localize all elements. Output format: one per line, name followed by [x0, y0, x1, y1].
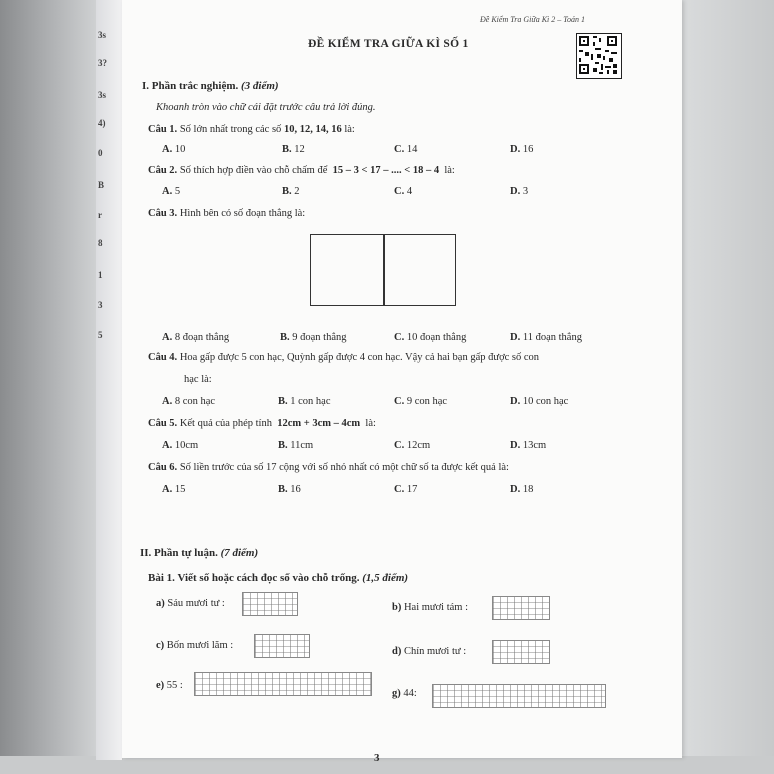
option-text: 15 — [174, 484, 186, 495]
left-page-mark: 3s — [98, 30, 107, 40]
option-text: 13cm — [522, 440, 547, 451]
option-letter: C. — [394, 440, 405, 451]
figure-middle-line — [383, 235, 385, 305]
item-letter: a) — [156, 598, 165, 609]
option-c[interactable] — [394, 396, 447, 407]
option-d[interactable] — [510, 332, 582, 343]
item-letter: g) — [392, 688, 401, 699]
option-text: 11 đoạn thẳng — [522, 332, 582, 343]
worksheet-page — [122, 0, 682, 764]
previous-page-edge — [96, 0, 123, 760]
option-d[interactable] — [510, 484, 533, 495]
part1-heading-text: I. Phần trắc nghiệm. — [142, 80, 239, 92]
page-title: ĐỀ KIỂM TRA GIỮA KÌ SỐ 1 — [308, 38, 469, 50]
option-letter: D. — [510, 332, 521, 343]
option-text: 8 con hạc — [174, 396, 216, 407]
option-a[interactable] — [162, 186, 180, 197]
bai-1-label: Bài 1. — [148, 572, 175, 584]
option-text: 10 — [174, 144, 186, 155]
question-text: Số thích hợp điền vào chỗ chấm để — [179, 165, 328, 176]
option-a[interactable] — [162, 332, 229, 343]
question-text: Số lớn nhất trong các số — [179, 124, 282, 135]
answer-grid-g[interactable] — [432, 684, 606, 708]
question-tail: là: — [344, 124, 355, 135]
option-letter: B. — [278, 484, 288, 495]
bai-1-heading — [148, 572, 408, 584]
left-page-mark: 5 — [98, 330, 103, 340]
option-letter: D. — [510, 144, 521, 155]
background-left — [0, 0, 96, 774]
option-letter: D. — [510, 484, 521, 495]
item-text: 55 : — [166, 680, 183, 691]
option-text: 9 con hạc — [406, 396, 448, 407]
option-letter: B. — [278, 396, 288, 407]
option-letter: B. — [282, 144, 292, 155]
page-number: 3 — [374, 752, 380, 764]
option-a[interactable] — [162, 144, 185, 155]
option-letter: A. — [162, 332, 173, 343]
option-text: 9 đoạn thẳng — [292, 332, 347, 343]
option-letter: C. — [394, 332, 405, 343]
answer-item-b — [392, 602, 468, 613]
option-letter: A. — [162, 484, 173, 495]
question-2 — [148, 165, 455, 176]
question-5 — [148, 418, 376, 429]
option-text: 18 — [522, 484, 534, 495]
part2-points: (7 điểm) — [220, 547, 259, 559]
question-label: Câu 4. — [148, 352, 178, 363]
option-letter: D. — [510, 186, 521, 197]
option-text: 16 — [290, 484, 301, 495]
question-tail: là: — [444, 165, 455, 176]
question-text: Hình bên có số đoạn thẳng là: — [179, 208, 306, 219]
question-label: Câu 6. — [148, 462, 178, 473]
option-letter: A. — [162, 186, 173, 197]
option-letter: C. — [394, 186, 405, 197]
answer-grid-a[interactable] — [242, 592, 298, 616]
option-a[interactable] — [162, 440, 198, 451]
left-page-mark: 3 — [98, 300, 103, 310]
answer-item-c — [156, 640, 233, 651]
answer-grid-e[interactable] — [194, 672, 372, 696]
item-letter: c) — [156, 640, 165, 651]
item-letter: d) — [392, 646, 402, 657]
question-3 — [148, 208, 305, 219]
left-page-mark: 4) — [98, 118, 106, 128]
part2-heading — [140, 547, 258, 559]
question-4-continued: hạc là: — [184, 374, 212, 385]
answer-grid-c[interactable] — [254, 634, 310, 658]
option-d[interactable] — [510, 396, 568, 407]
option-b[interactable] — [280, 332, 347, 343]
option-text: 12 — [294, 144, 305, 155]
left-page-mark: B — [98, 180, 105, 190]
option-a[interactable] — [162, 484, 185, 495]
left-page-mark: 8 — [98, 238, 103, 248]
option-letter: B. — [280, 332, 290, 343]
left-page-mark: 3? — [98, 58, 107, 68]
option-text: 1 con hạc — [290, 396, 331, 407]
running-header: Đề Kiểm Tra Giữa Kì 2 – Toán 1 — [480, 15, 585, 24]
option-b[interactable] — [278, 396, 331, 407]
option-text: 16 — [522, 144, 534, 155]
option-text: 10cm — [174, 440, 199, 451]
option-b[interactable] — [282, 186, 300, 197]
option-d[interactable] — [510, 186, 528, 197]
rectangle-figure — [310, 234, 456, 306]
option-d[interactable] — [510, 440, 546, 451]
answer-item-g — [392, 688, 417, 699]
option-text: 8 đoạn thẳng — [174, 332, 230, 343]
option-text: 4 — [406, 186, 413, 197]
option-b[interactable] — [278, 440, 313, 451]
question-label: Câu 5. — [148, 418, 178, 429]
option-letter: A. — [162, 440, 173, 451]
answer-item-a — [156, 598, 225, 609]
question-text: Số liền trước của số 17 cộng với số nhỏ nhất có một chữ số ta được kết quả là: — [179, 462, 509, 473]
item-text: Sáu mươi tư : — [167, 598, 225, 609]
background-right — [682, 0, 774, 774]
option-text: 12cm — [406, 440, 431, 451]
option-c[interactable] — [394, 332, 466, 343]
question-label: Câu 3. — [148, 208, 178, 219]
option-c[interactable] — [394, 440, 430, 451]
left-page-mark: 3s — [98, 90, 107, 100]
question-6 — [148, 462, 509, 473]
bai-1-points: (1,5 điểm) — [362, 572, 409, 584]
question-text: Hoa gấp được 5 con hạc, Quỳnh gấp được 4 con hạc. Vậy cả hai bạn gấp được số con — [179, 352, 540, 363]
option-text: 10 con hạc — [522, 396, 569, 407]
item-text: Chín mươi tư : — [403, 646, 467, 657]
part2-heading-text: II. Phần tự luận. — [140, 547, 218, 559]
option-letter: D. — [510, 396, 521, 407]
left-page-mark: 0 — [98, 148, 103, 158]
answer-grid-d[interactable] — [492, 640, 550, 664]
option-b[interactable] — [278, 484, 301, 495]
question-bold: 12cm + 3cm – 4cm — [277, 418, 361, 429]
left-page-mark: r — [98, 210, 102, 220]
part1-heading — [142, 80, 279, 92]
bai-1-text: Viết số hoặc cách đọc số vào chỗ trống. — [177, 572, 360, 584]
option-text: 17 — [406, 484, 418, 495]
item-letter: b) — [392, 602, 402, 613]
item-text: 44: — [403, 688, 417, 699]
answer-item-e — [156, 680, 183, 691]
item-text: Bốn mươi lăm : — [166, 640, 234, 651]
question-1 — [148, 124, 355, 135]
option-letter: B. — [282, 186, 292, 197]
option-letter: C. — [394, 144, 405, 155]
answer-grid-b[interactable] — [492, 596, 550, 620]
option-c[interactable] — [394, 484, 417, 495]
option-letter: C. — [394, 396, 405, 407]
left-page-mark: 1 — [98, 270, 103, 280]
option-text: 3 — [522, 186, 529, 197]
option-text: 5 — [174, 186, 181, 197]
option-b[interactable] — [282, 144, 305, 155]
option-letter: D. — [510, 440, 521, 451]
option-a[interactable] — [162, 396, 215, 407]
option-text: 14 — [406, 144, 418, 155]
question-4 — [148, 352, 539, 363]
option-c[interactable] — [394, 144, 417, 155]
question-bold: 10, 12, 14, 16 — [283, 124, 342, 135]
item-letter: e) — [156, 680, 165, 691]
option-text: 11cm — [290, 440, 314, 451]
option-letter: C. — [394, 484, 405, 495]
question-label: Câu 1. — [148, 124, 178, 135]
part1-instruction: Khoanh tròn vào chữ cái đặt trước câu trả lời đúng. — [156, 102, 376, 113]
option-text: 2 — [294, 186, 300, 197]
option-d[interactable] — [510, 144, 533, 155]
question-text: Kết quả của phép tính — [179, 418, 272, 429]
option-letter: A. — [162, 144, 173, 155]
question-bold: 15 – 3 < 17 – .... < 18 – 4 — [332, 165, 440, 176]
option-letter: A. — [162, 396, 173, 407]
item-text: Hai mươi tám : — [403, 602, 468, 613]
question-tail: là: — [365, 418, 376, 429]
qr-code-icon — [576, 33, 622, 79]
question-label: Câu 2. — [148, 165, 178, 176]
part1-points: (3 điểm) — [241, 80, 279, 92]
answer-item-d — [392, 646, 466, 657]
option-text: 10 đoạn thẳng — [406, 332, 467, 343]
option-letter: B. — [278, 440, 288, 451]
option-c[interactable] — [394, 186, 412, 197]
